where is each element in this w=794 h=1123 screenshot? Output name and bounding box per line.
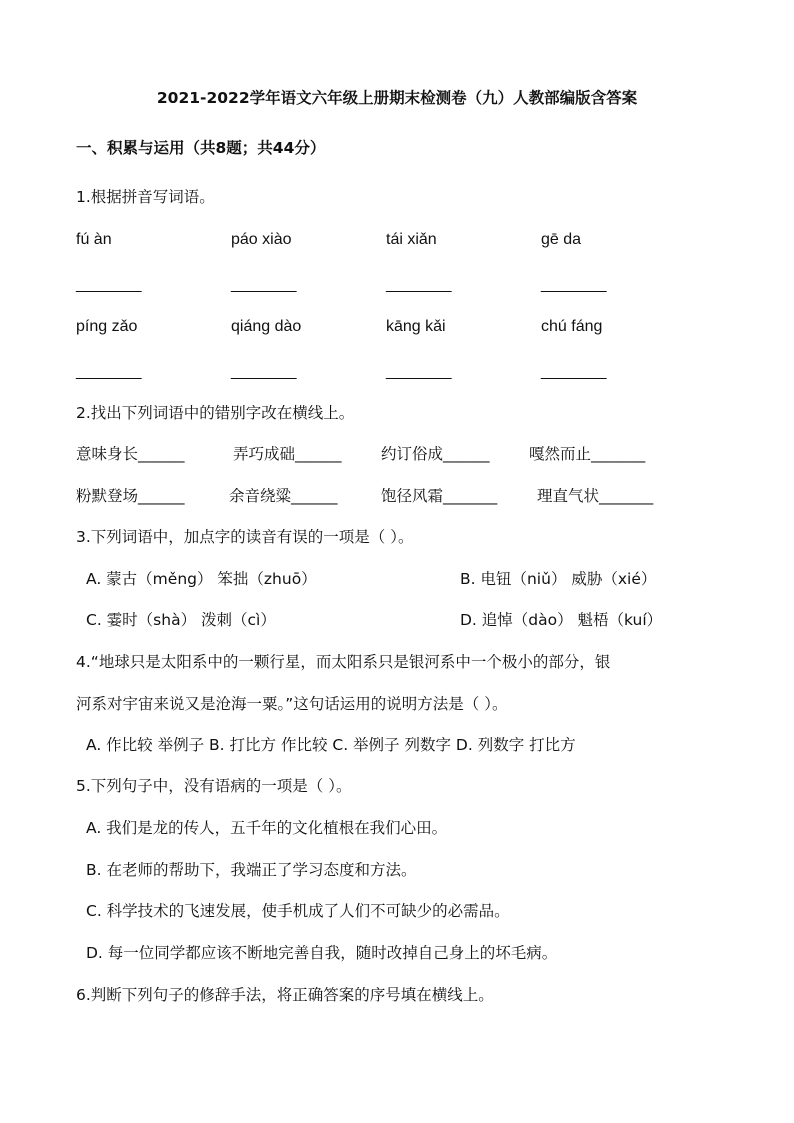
q2-item-7[interactable]: 饱径风霜_______ [381, 487, 498, 505]
q2-item-5[interactable]: 粉默登场______ [76, 487, 185, 505]
q2-item-8[interactable]: 理直气状_______ [537, 487, 654, 505]
q3-option-a[interactable]: A. 蒙古（měng） 笨拙（zhuō） [86, 570, 317, 588]
q1-pinyin-4: gē da [541, 231, 582, 248]
q2-item-2[interactable]: 弄巧成础______ [233, 445, 342, 463]
q4-options[interactable]: A. 作比较 举例子 B. 打比方 作比较 C. 举例子 列数字 D. 列数字 打比方 [86, 736, 576, 754]
q2-item-3[interactable]: 约订俗成______ [381, 445, 490, 463]
q2-stem: 2.找出下列词语中的错别字改在横线上。 [76, 404, 355, 422]
q1-answer-blank-4[interactable]: ________ [541, 276, 606, 293]
q1-pinyin-8: chú fáng [541, 318, 603, 335]
q5-stem: 5.下列句子中，没有语病的一项是（ ）。 [76, 777, 352, 795]
q1-answer-blank-3[interactable]: ________ [386, 276, 451, 293]
q5-option-d[interactable]: D. 每一位同学都应该不断地完善自我，随时改掉自己身上的坏毛病。 [86, 944, 558, 962]
q3-option-b[interactable]: B. 电钮（niǔ） 威胁（xié） [460, 570, 657, 588]
q3-option-c[interactable]: C. 霎时（shà） 泼刺（cì） [86, 611, 276, 629]
q1-answer-blank-8[interactable]: ________ [541, 363, 606, 380]
q4-stem-line-1: 4.“地球只是太阳系中的一颗行星，而太阳系只是银河系中一个极小的部分，银 [76, 653, 611, 671]
q5-option-b[interactable]: B. 在老师的帮助下，我端正了学习态度和方法。 [86, 861, 417, 879]
q2-item-6[interactable]: 余音绕粱______ [229, 487, 338, 505]
q1-answer-blank-2[interactable]: ________ [231, 276, 296, 293]
q1-pinyin-5: píng zǎo [76, 318, 138, 335]
q1-answer-blank-7[interactable]: ________ [386, 363, 451, 380]
q1-pinyin-2: páo xiào [231, 231, 292, 248]
q1-stem: 1.根据拼音写词语。 [76, 188, 215, 206]
section-heading: 一、积累与运用（共8题；共44分） [76, 139, 326, 157]
q3-option-d[interactable]: D. 追悼（dào） 魁梧（kuí） [460, 611, 663, 629]
q3-stem: 3.下列词语中，加点字的读音有误的一项是（ ）。 [76, 528, 414, 546]
page-title: 2021-2022学年语文六年级上册期末检测卷（九）人教部编版含答案 [156, 89, 638, 107]
q1-pinyin-6: qiáng dào [231, 318, 302, 335]
q1-pinyin-7: kāng kǎi [386, 318, 446, 335]
q1-pinyin-1: fú àn [76, 231, 112, 248]
q1-pinyin-3: tái xiǎn [386, 231, 437, 248]
q5-option-a[interactable]: A. 我们是龙的传人，五千年的文化植根在我们心田。 [86, 819, 448, 837]
q1-answer-blank-1[interactable]: ________ [76, 276, 141, 293]
q1-answer-blank-5[interactable]: ________ [76, 363, 141, 380]
q2-item-4[interactable]: 嘎然而止_______ [529, 445, 646, 463]
q1-answer-blank-6[interactable]: ________ [231, 363, 296, 380]
q4-stem-line-2: 河系对宇宙来说又是沧海一粟。”这句话运用的说明方法是（ ）。 [76, 695, 508, 713]
q5-option-c[interactable]: C. 科学技术的飞速发展，使手机成了人们不可缺少的必需品。 [86, 902, 510, 920]
q2-item-1[interactable]: 意味身长______ [76, 445, 185, 463]
q6-stem: 6.判断下列句子的修辞手法，将正确答案的序号填在横线上。 [76, 986, 494, 1004]
